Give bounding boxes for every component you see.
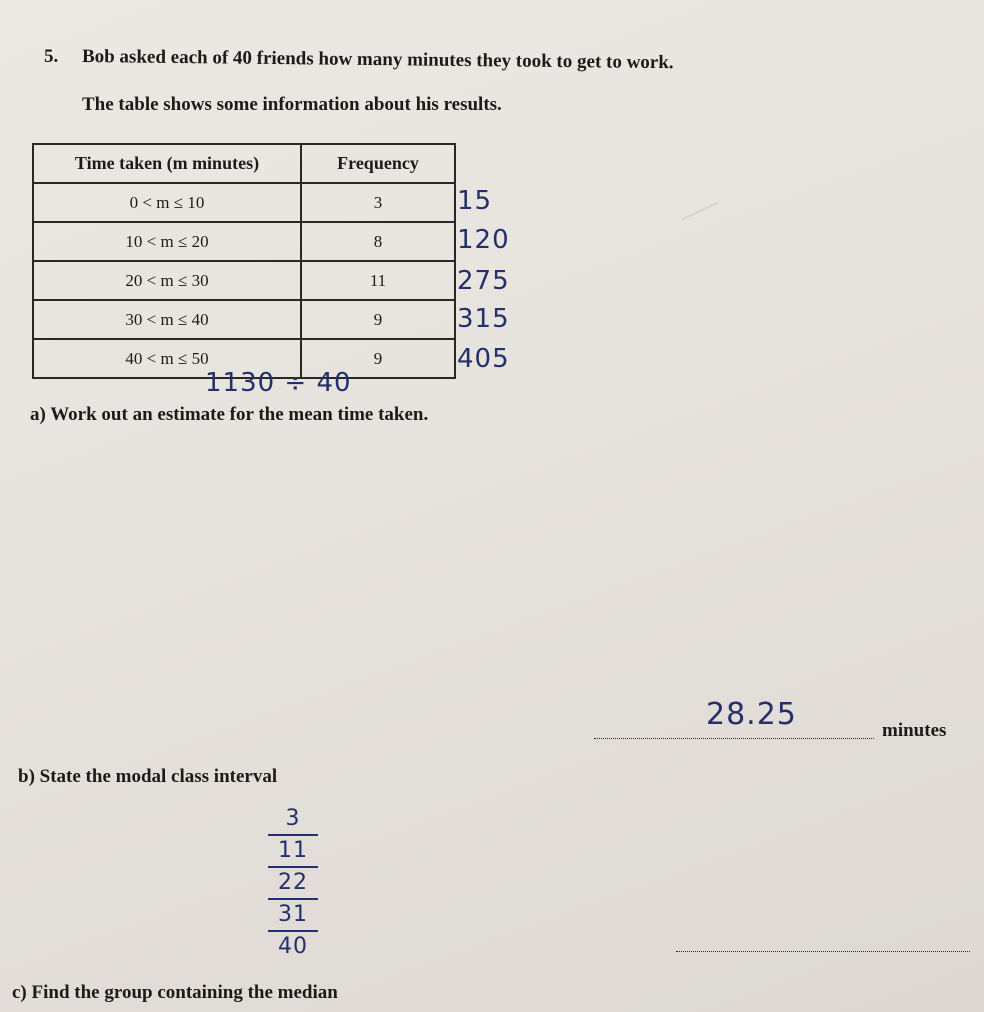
interval-cell: 40 < m ≤ 50 (33, 339, 301, 378)
question-number: 5. (44, 46, 59, 67)
handwritten-product: 405 (457, 344, 510, 374)
handwritten-product: 315 (457, 304, 510, 334)
table-header-row (33, 144, 455, 183)
frequency-cell: 11 (301, 261, 455, 300)
answer-line-b (676, 951, 970, 952)
fraction-bar (268, 930, 318, 932)
frequency-cell: 3 (301, 183, 455, 222)
column-header-frequency: Frequency (301, 144, 455, 183)
frequency-cell: 8 (301, 222, 455, 261)
table-row (33, 222, 455, 261)
handwritten-product: 15 (457, 186, 493, 216)
table-row (33, 183, 455, 222)
fraction-bar (268, 866, 318, 868)
cumulative-value: 11 (278, 838, 308, 863)
handwritten-division: 1130 ÷ 40 (205, 368, 352, 398)
question-stem-line-2: The table shows some information about his results. (82, 94, 502, 115)
handwritten-cumulative-stack (268, 806, 318, 960)
fraction-bar (268, 834, 318, 836)
part-c-prompt: c) Find the group containing the median (12, 982, 338, 1003)
faint-pencil-mark (681, 202, 718, 221)
column-header-time: Time taken (m minutes) (33, 144, 301, 183)
interval-cell: 10 < m ≤ 20 (33, 222, 301, 261)
handwritten-product: 275 (457, 266, 510, 296)
interval-cell: 20 < m ≤ 30 (33, 261, 301, 300)
cumulative-value: 40 (278, 934, 308, 959)
frequency-cell: 9 (301, 339, 455, 378)
handwritten-product: 120 (457, 225, 510, 255)
fraction-bar (268, 898, 318, 900)
table-row (33, 300, 455, 339)
frequency-cell: 9 (301, 300, 455, 339)
cumulative-value: 3 (285, 806, 301, 831)
cumulative-value: 22 (278, 870, 308, 895)
frequency-table (32, 143, 456, 379)
part-b-prompt: b) State the modal class interval (18, 766, 278, 787)
question-stem-line-1: Bob asked each of 40 friends how many minutes they took to get to work. (81, 46, 674, 74)
answer-unit: minutes (882, 720, 947, 741)
interval-cell: 0 < m ≤ 10 (33, 183, 301, 222)
cumulative-value: 31 (278, 902, 308, 927)
handwritten-answer-a: 28.25 (706, 697, 797, 732)
part-a-prompt: a) Work out an estimate for the mean time taken. (30, 404, 429, 425)
interval-cell: 30 < m ≤ 40 (33, 300, 301, 339)
table-row (33, 261, 455, 300)
answer-line-a (594, 738, 874, 739)
